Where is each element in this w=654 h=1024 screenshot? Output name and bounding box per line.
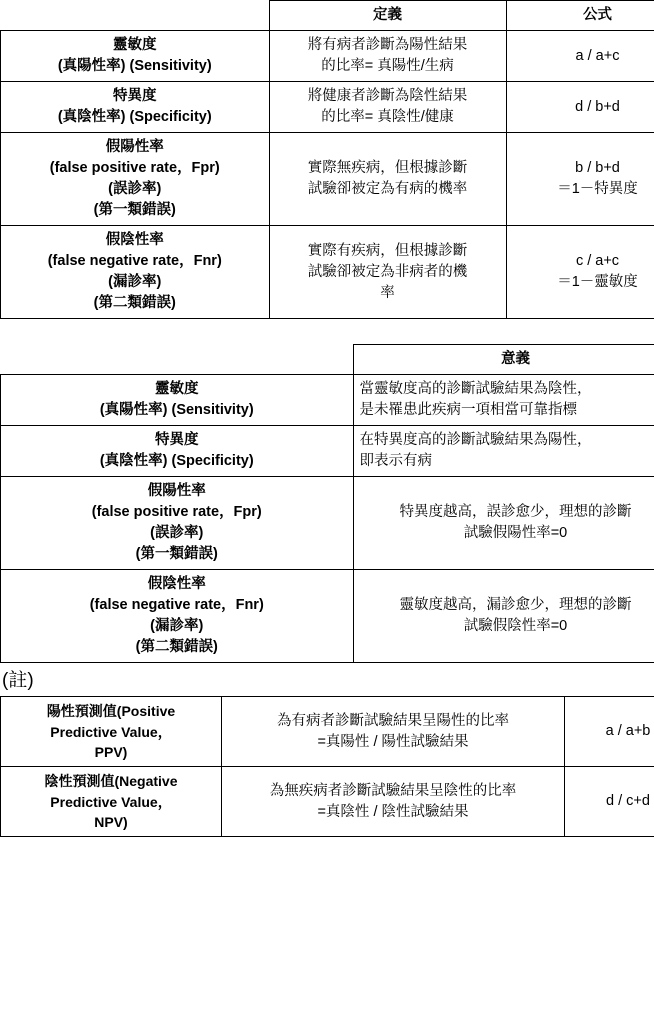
row-term-sensitivity [1, 31, 270, 82]
term-line: (真陽性率) (Sensitivity) [99, 402, 254, 419]
term-line: (真陽性率) (Sensitivity) [57, 58, 212, 75]
header-meaning: 意義 [353, 345, 654, 375]
row-term-false-positive-rate [1, 133, 270, 226]
term-line: (false negative rate，Fnr) [47, 253, 222, 270]
row-definition-false-negative-rate [269, 226, 506, 319]
header-definition: 定義 [269, 1, 506, 31]
definition-line: 將有病者診斷為陽性結果 [307, 37, 468, 54]
meaning-line: 即表示有病 [359, 453, 432, 470]
term-line: NPV) [94, 813, 128, 830]
definition-line: =真陰性 / 陰性試驗結果 [317, 803, 469, 820]
row-term-sensitivity [1, 375, 354, 426]
row-definition-ppv [222, 697, 565, 767]
header-formula: 公式 [506, 1, 654, 31]
definition-formula-table [0, 0, 654, 319]
definition-line: 將健康者診斷為陰性結果 [307, 88, 468, 105]
table-spacer [0, 319, 654, 344]
formula-line: c / a+c [575, 253, 620, 270]
table-row [1, 226, 654, 319]
row-term-specificity [1, 82, 270, 133]
row-formula-false-positive-rate [506, 133, 654, 226]
meaning-line: 試驗假陰性率=0 [463, 618, 568, 635]
term-line: 假陰性率 [147, 576, 206, 593]
table-row [1, 426, 654, 477]
term-line: (漏診率) [150, 618, 204, 635]
header-empty-cell [1, 1, 270, 31]
row-term-false-negative-rate [1, 570, 354, 663]
term-line: Predictive Value， [50, 793, 172, 810]
term-line: 靈敏度 [113, 37, 157, 54]
term-line: 特異度 [113, 88, 157, 105]
row-formula-ppv [565, 697, 654, 767]
row-term-specificity [1, 426, 354, 477]
meaning-line: 靈敏度越高，漏診愈少，理想的診斷 [399, 597, 632, 614]
table-row [1, 82, 654, 133]
table-row [1, 477, 654, 570]
formula-line: ＝1－特異度 [557, 181, 638, 198]
definition-line: 試驗卻被定為非病者的機 [307, 263, 468, 280]
term-line: 特異度 [155, 432, 199, 449]
definition-line: 的比率= 真陽性/生病 [321, 58, 454, 75]
definition-line: 實際有疾病，但根據診斷 [307, 242, 468, 259]
note-label: (註) [2, 670, 34, 692]
definition-line: 的比率= 真陰性/健康 [321, 109, 454, 126]
term-line: (真陰性率) (Specificity) [57, 109, 212, 126]
row-formula-specificity [506, 82, 654, 133]
meaning-line: 特異度越高，誤診愈少，理想的診斷 [399, 504, 632, 521]
formula-line: a / a+b [605, 723, 651, 740]
row-meaning-sensitivity [353, 375, 654, 426]
definition-line: 試驗卻被定為有病的機率 [307, 181, 468, 198]
term-line: 假陰性率 [105, 232, 164, 249]
table-row [1, 375, 654, 426]
definition-line: 率 [380, 284, 395, 301]
row-definition-false-positive-rate [269, 133, 506, 226]
table-row [1, 570, 654, 663]
meaning-table [0, 344, 654, 663]
definition-line: 實際無疾病，但根據診斷 [307, 160, 468, 177]
row-meaning-specificity [353, 426, 654, 477]
term-line: (false positive rate，Fpr) [91, 504, 262, 521]
definition-line: 為有病者診斷試驗結果呈陽性的比率 [277, 712, 509, 729]
row-formula-sensitivity [506, 31, 654, 82]
meaning-line: 當靈敏度高的診斷試驗結果為陰性， [359, 381, 592, 398]
row-meaning-false-negative-rate [353, 570, 654, 663]
term-line: PPV) [94, 744, 128, 760]
formula-line: b / b+d [575, 160, 620, 177]
meaning-line: 在特異度高的診斷試驗結果為陽性， [359, 432, 592, 449]
formula-line: ＝1－靈敏度 [557, 274, 638, 291]
row-term-ppv [1, 697, 222, 767]
formula-line: a / a+c [575, 47, 620, 64]
predictive-value-table [0, 696, 654, 837]
row-meaning-false-positive-rate [353, 477, 654, 570]
meaning-line: 是未罹患此疾病一項相當可靠指標 [359, 402, 577, 419]
row-definition-sensitivity [269, 31, 506, 82]
row-definition-specificity [269, 82, 506, 133]
term-line: 假陽性率 [147, 483, 206, 500]
formula-line: d / b+d [575, 98, 620, 115]
definition-line: =真陽性 / 陽性試驗結果 [317, 733, 469, 750]
definition-line: 為無疾病者診斷試驗結果呈陰性的比率 [269, 782, 517, 799]
formula-line: d / c+d [606, 793, 650, 810]
meaning-line: 試驗假陽性率=0 [463, 525, 568, 542]
term-line: 靈敏度 [155, 381, 199, 398]
row-definition-npv [222, 767, 565, 837]
term-line: 陽性預測值(Positive [46, 703, 176, 720]
term-line: (誤診率) [108, 181, 162, 198]
term-line: (誤診率) [150, 525, 204, 542]
table-row [1, 133, 654, 226]
term-line: (第一類錯誤) [93, 202, 176, 219]
term-line: (false negative rate，Fnr) [89, 597, 264, 614]
term-line: Predictive Value， [50, 723, 172, 740]
term-line: (第一類錯誤) [135, 546, 218, 563]
term-line: (false positive rate，Fpr) [49, 160, 220, 177]
term-line: 陰性預測值(Negative [44, 773, 178, 790]
row-formula-false-negative-rate [506, 226, 654, 319]
row-term-false-negative-rate [1, 226, 270, 319]
table-row [1, 697, 654, 767]
row-term-npv [1, 767, 222, 837]
table-row [1, 767, 654, 837]
table-row [1, 31, 654, 82]
term-line: (第二類錯誤) [93, 295, 176, 312]
term-line: (漏診率) [108, 274, 162, 291]
table-header-row [1, 1, 654, 31]
term-line: (第二類錯誤) [135, 639, 218, 656]
term-line: 假陽性率 [105, 139, 164, 156]
term-line: (真陰性率) (Specificity) [99, 453, 254, 470]
table-header-row [1, 345, 654, 375]
header-empty-cell [1, 345, 354, 375]
row-term-false-positive-rate [1, 477, 354, 570]
row-formula-npv [565, 767, 654, 837]
